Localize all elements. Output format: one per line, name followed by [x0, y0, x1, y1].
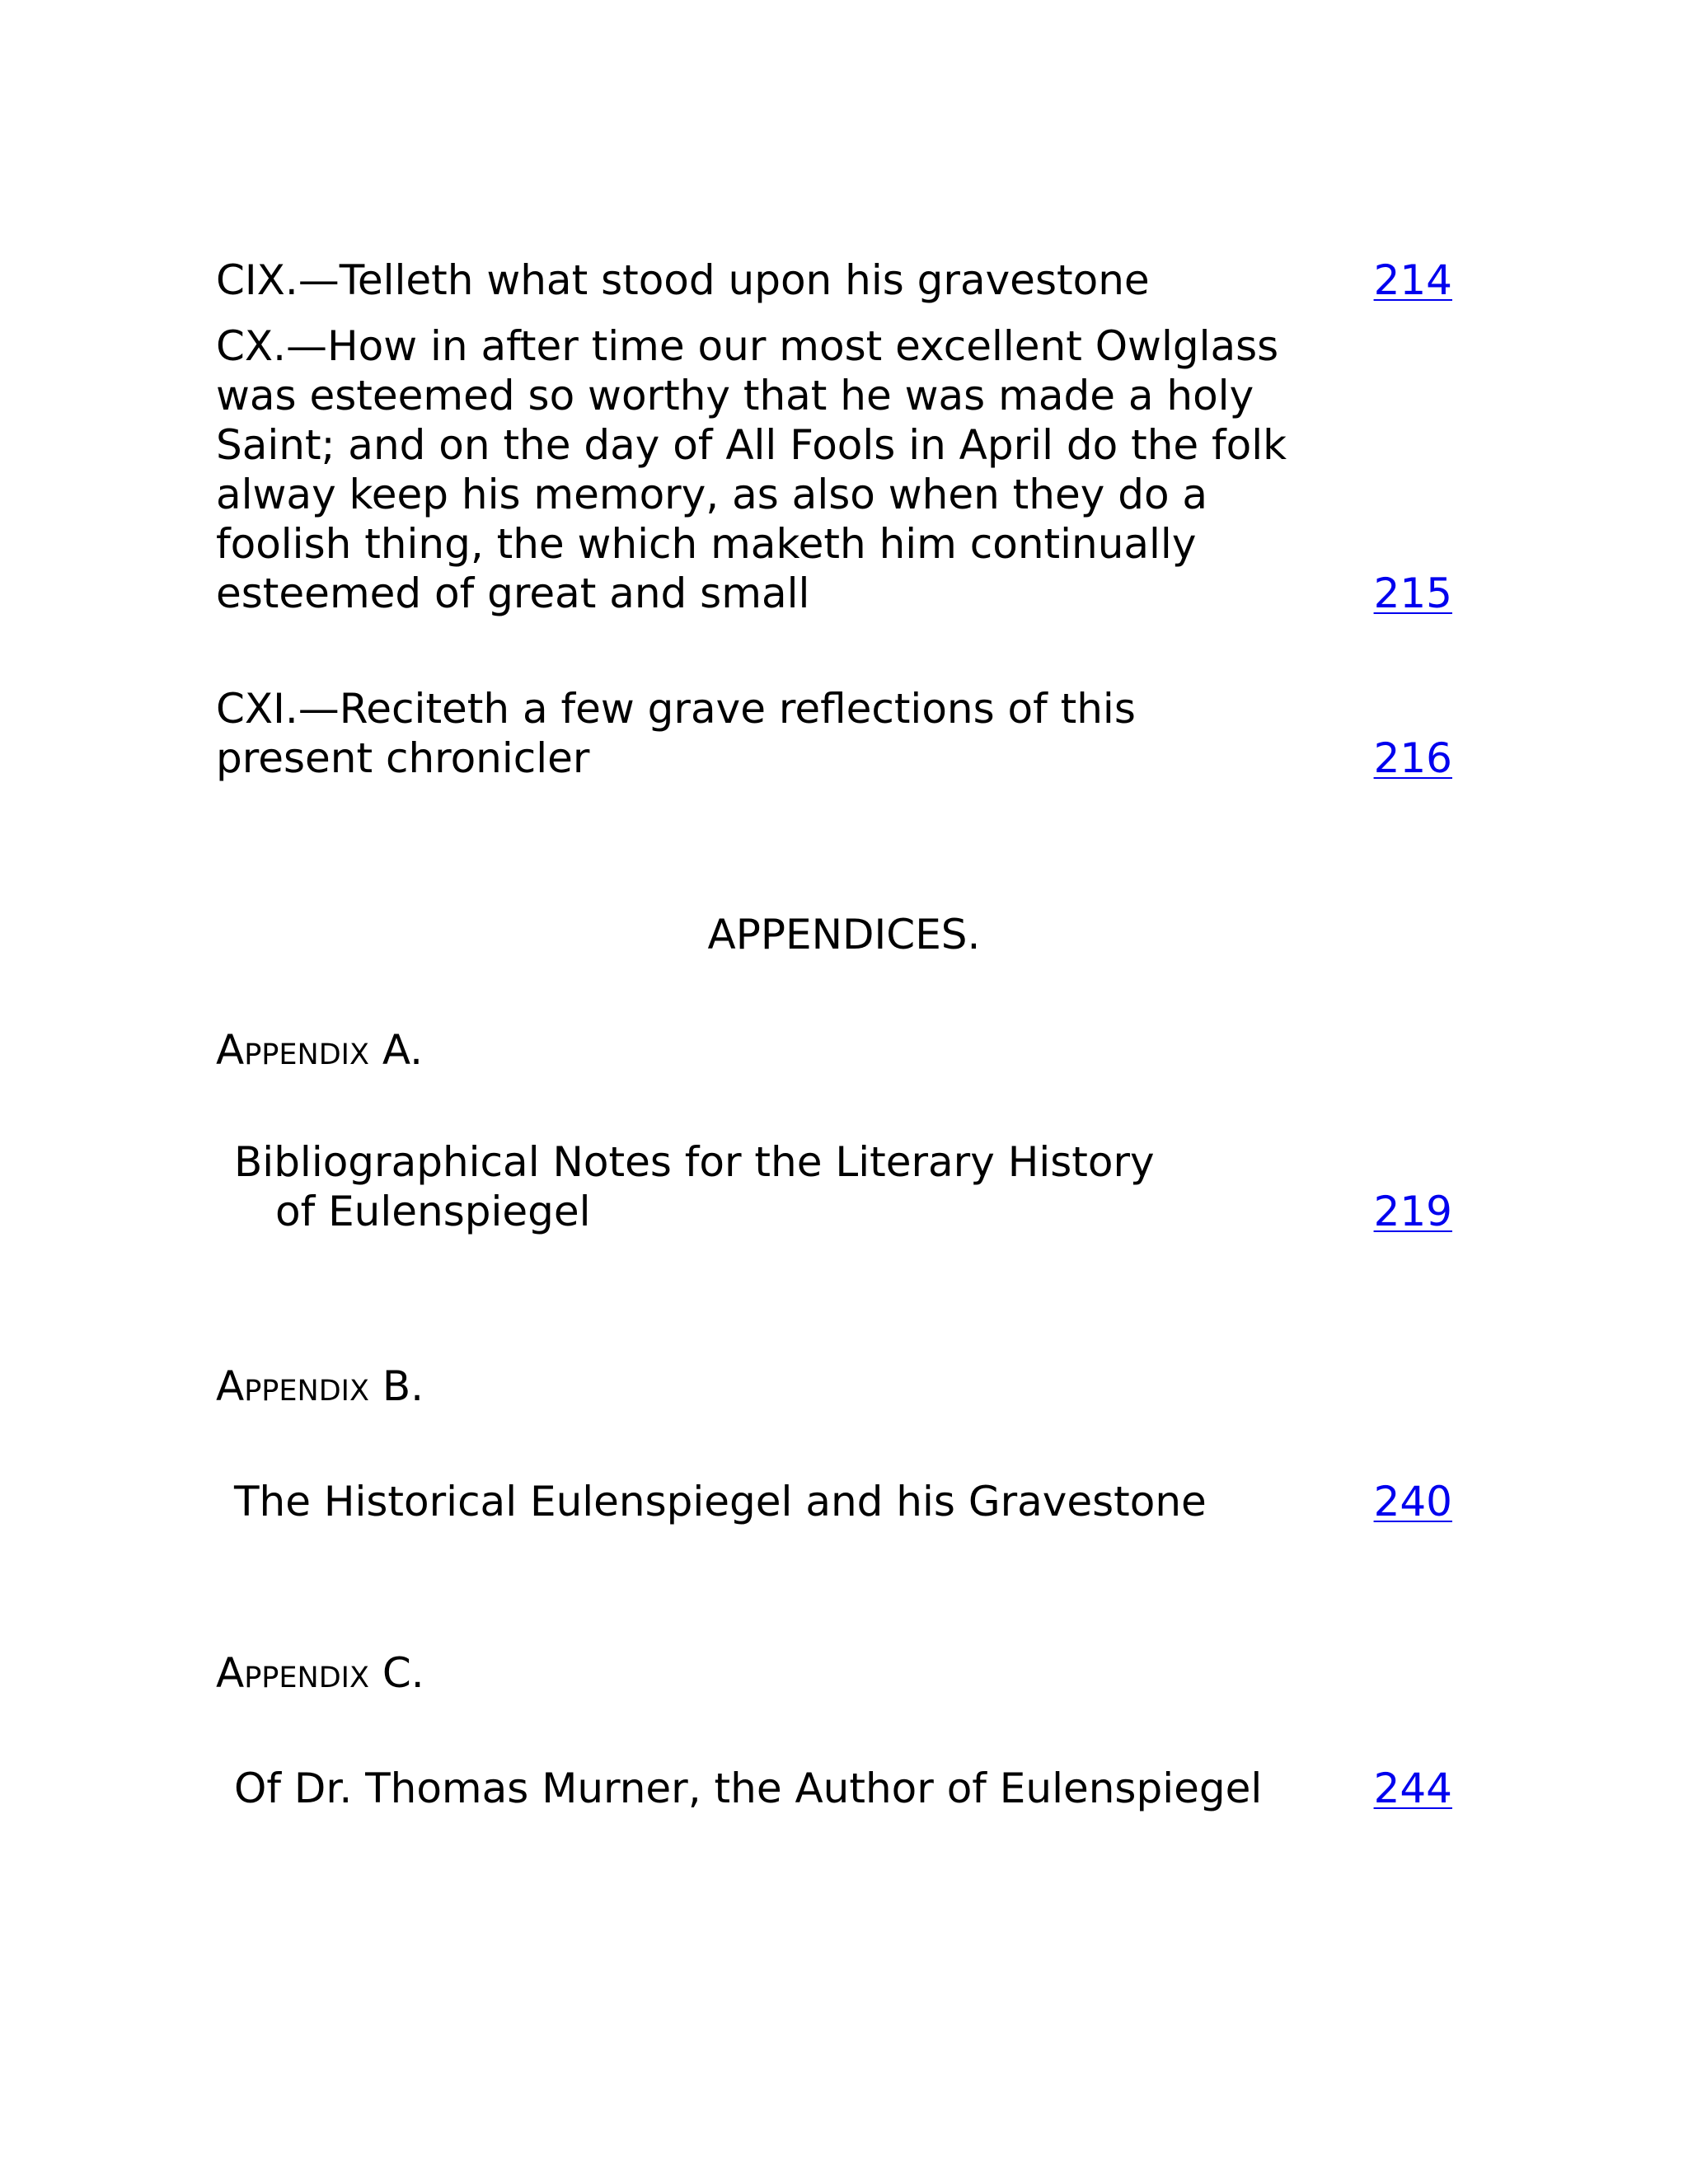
page-link-244[interactable]: 244 [1373, 1765, 1452, 1812]
page-link-219[interactable]: 219 [1373, 1188, 1452, 1235]
appendix-a-entry [216, 1137, 1452, 1236]
toc-entry-title: CIX.—Telleth what stood upon his gravestone [216, 256, 1150, 304]
page-link-240[interactable]: 240 [1373, 1478, 1452, 1526]
appendix-b-entry [216, 1477, 1452, 1526]
appendix-b-label: Appendix B. [216, 1362, 424, 1410]
appendix-c-label: Appendix C. [216, 1649, 424, 1697]
page-link-215[interactable]: 215 [1373, 569, 1452, 617]
appendix-b-title: The Historical Eulenspiegel and his Gravestone [234, 1478, 1207, 1526]
toc-entry-cx [216, 322, 1452, 618]
page-link-216[interactable]: 216 [1373, 734, 1452, 782]
page-link-214[interactable]: 214 [1373, 256, 1452, 304]
toc-entry-cix [216, 255, 1452, 305]
appendix-a-title: Bibliographical Notes for the Literary History of Eulenspiegel [234, 1138, 1155, 1235]
toc-entry-title: CX.—How in after time our most excellent Owlglass was esteemed so worthy that he was made a holy Saint; and on the day of All Fools in April do the folk alway keep his memory, as also when they do a foolish thing, the which maketh him continually esteemed of great and small [216, 322, 1287, 617]
toc-entry-cxi [216, 684, 1452, 783]
appendix-c-title: Of Dr. Thomas Murner, the Author of Eulenspiegel [234, 1765, 1263, 1812]
toc-entry-title: CXI.—Reciteth a few grave reflections of this present chronicler [216, 685, 1136, 782]
appendix-c-entry [216, 1764, 1452, 1813]
appendix-a-label: Appendix A. [216, 1026, 424, 1074]
appendices-heading: APPENDICES. [707, 911, 981, 958]
